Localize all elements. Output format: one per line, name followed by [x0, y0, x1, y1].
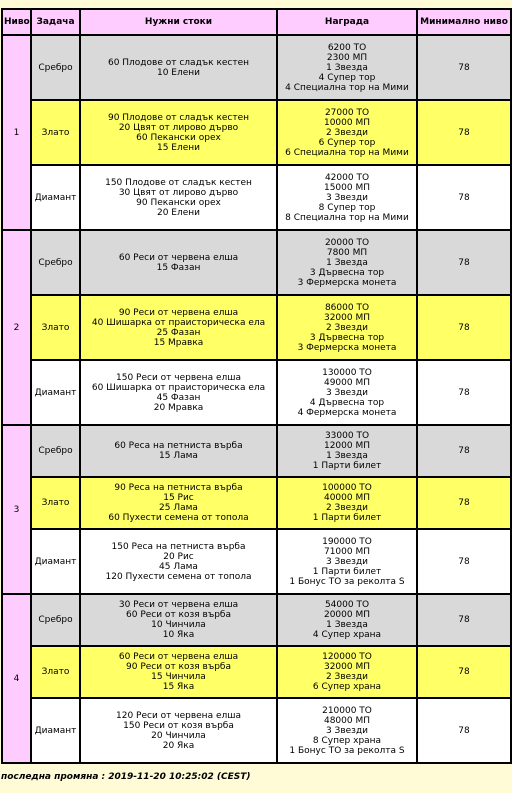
reward-item: 2 Звезди [325, 672, 369, 682]
reward-cell [277, 35, 417, 100]
header-min-level: Минимално ниво [417, 9, 511, 35]
goods-cell [80, 360, 277, 425]
min-level-cell: 78 [417, 230, 511, 295]
reward-cell [277, 165, 417, 230]
min-level-cell: 78 [417, 425, 511, 477]
goods-item: 90 Реси от червена елша [118, 307, 239, 318]
reward-item: 32000 МП [323, 662, 371, 672]
goods-item: 30 Реси от червена елша [118, 600, 239, 610]
goods-item: 60 Реси от червена елша [118, 652, 239, 662]
reward-item: 48000 МП [323, 715, 371, 726]
reward-item: 1 Бонус ТО за реколта S [289, 576, 405, 587]
level-cell: 4 [2, 594, 31, 763]
reward-item: 4 Супер тор [318, 72, 376, 83]
goods-item: 30 Цвят от лирово дърво [118, 187, 239, 198]
table-row [2, 594, 511, 646]
level-cell: 3 [2, 425, 31, 594]
task-cell: Злато [31, 477, 80, 529]
min-level-cell: 78 [417, 295, 511, 360]
table-row [2, 295, 511, 360]
min-level-cell: 78 [417, 100, 511, 165]
reward-cell [277, 230, 417, 295]
goods-item: 10 Яка [162, 630, 195, 640]
reward-item: 2 Звезди [325, 127, 369, 138]
reward-item: 1 Парти билет [312, 566, 382, 577]
min-level-cell: 78 [417, 594, 511, 646]
min-level-cell: 78 [417, 360, 511, 425]
goods-item: 15 Елени [156, 142, 201, 153]
table-row [2, 165, 511, 230]
goods-item: 20 Цвят от лирово дърво [118, 122, 239, 133]
table-row [2, 529, 511, 594]
goods-cell [80, 165, 277, 230]
reward-item: 130000 ТО [322, 367, 372, 378]
reward-item: 40000 МП [323, 493, 371, 503]
goods-item: 45 Лама [159, 561, 198, 572]
reward-item: 32000 МП [323, 312, 371, 323]
reward-item: 42000 ТО [324, 172, 370, 183]
goods-item: 15 Лама [159, 451, 198, 461]
reward-item: 33000 ТО [324, 431, 370, 441]
task-cell: Диамант [31, 698, 80, 763]
reward-item: 3 Дървесна тор [309, 332, 385, 343]
reward-item: 1 Звезда [326, 451, 368, 461]
goods-item: 60 Плодове от сладък кестен [107, 57, 250, 68]
reward-item: 3 Звезди [325, 192, 369, 203]
level-cell: 1 [2, 35, 31, 230]
reward-item: 3 Фермерска монета [297, 277, 397, 288]
reward-item: 3 Звезди [325, 556, 369, 567]
reward-item: 8 Специална тор на Мими [285, 212, 409, 223]
reward-item: 4 Дървесна тор [309, 397, 385, 408]
table-row [2, 425, 511, 477]
reward-cell [277, 698, 417, 763]
level-cell: 2 [2, 230, 31, 425]
reward-item: 1 Парти билет [312, 513, 382, 523]
table-row [2, 360, 511, 425]
reward-item: 27000 ТО [324, 107, 370, 118]
reward-item: 1 Парти билет [312, 461, 382, 471]
goods-item: 60 Шишарка от праисторическа ела [91, 382, 266, 393]
reward-item: 12000 МП [323, 441, 371, 451]
goods-item: 150 Реси от червена елша [116, 372, 241, 383]
goods-item: 15 Чинчила [151, 672, 206, 682]
min-level-cell: 78 [417, 477, 511, 529]
goods-item: 150 Плодове от сладък кестен [105, 177, 252, 188]
goods-item: 40 Шишарка от праисторическа ела [91, 317, 266, 328]
reward-item: 49000 МП [323, 377, 371, 388]
reward-cell [277, 425, 417, 477]
goods-item: 20 Чинчила [151, 730, 206, 741]
goods-cell [80, 529, 277, 594]
reward-item: 2300 МП [326, 52, 368, 63]
reward-item: 10000 МП [323, 117, 371, 128]
reward-item: 86000 ТО [324, 302, 370, 313]
goods-item: 90 Реса на петниста върба [114, 483, 243, 493]
min-level-cell: 78 [417, 646, 511, 698]
reward-item: 3 Фермерска монета [297, 342, 397, 353]
reward-item: 190000 ТО [322, 536, 372, 547]
goods-cell [80, 100, 277, 165]
goods-item: 20 Мравка [153, 402, 204, 413]
goods-item: 150 Реси от козя върба [123, 720, 234, 731]
reward-item: 20000 ТО [324, 237, 370, 248]
goods-item: 10 Чинчила [151, 620, 206, 630]
reward-item: 6 Супер тор [318, 137, 376, 148]
goods-item: 150 Реса на петниста върба [111, 541, 246, 552]
task-cell: Злато [31, 295, 80, 360]
goods-cell [80, 698, 277, 763]
reward-item: 54000 ТО [324, 600, 370, 610]
reward-item: 7800 МП [326, 247, 368, 258]
reward-cell [277, 529, 417, 594]
goods-cell [80, 230, 277, 295]
task-cell: Диамант [31, 360, 80, 425]
table-row [2, 35, 511, 100]
reward-item: 1 Звезда [326, 257, 368, 268]
goods-item: 90 Плодове от сладък кестен [107, 112, 250, 123]
reward-item: 4 Фермерска монета [297, 407, 397, 418]
table-row [2, 646, 511, 698]
min-level-cell: 78 [417, 698, 511, 763]
reward-item: 15000 МП [323, 182, 371, 193]
reward-cell [277, 100, 417, 165]
goods-item: 45 Фазан [156, 392, 201, 403]
goods-item: 20 Рис [163, 551, 194, 562]
goods-item: 15 Мравка [153, 337, 204, 348]
header-goods: Нужни стоки [80, 9, 277, 35]
min-level-cell: 78 [417, 35, 511, 100]
task-cell: Диамант [31, 165, 80, 230]
goods-item: 25 Фазан [156, 327, 201, 338]
goods-item: 90 Пекански орех [136, 197, 221, 208]
reward-cell [277, 594, 417, 646]
goods-item: 15 Рис [163, 493, 194, 503]
task-cell: Злато [31, 646, 80, 698]
reward-item: 3 Дървесна тор [309, 267, 385, 278]
goods-item: 20 Яка [162, 740, 195, 751]
table-row [2, 477, 511, 529]
reward-item: 3 Звезди [325, 725, 369, 736]
reward-item: 8 Супер тор [318, 202, 376, 213]
goods-item: 60 Реси от козя върба [126, 610, 231, 620]
last-modified: последна промяна : 2019-11-20 10:25:02 (CEST) [1, 772, 251, 782]
reward-cell [277, 360, 417, 425]
goods-cell [80, 35, 277, 100]
reward-item: 1 Бонус ТО за реколта S [289, 745, 405, 756]
goods-cell [80, 425, 277, 477]
header-reward: Награда [277, 9, 417, 35]
reward-item: 71000 МП [323, 546, 371, 557]
reward-cell [277, 295, 417, 360]
task-cell: Диамант [31, 529, 80, 594]
reward-item: 4 Супер храна [312, 630, 382, 640]
reward-item: 6200 ТО [327, 42, 367, 53]
goods-item: 60 Пухести семена от топола [108, 513, 249, 523]
reward-cell [277, 477, 417, 529]
header-task: Задача [31, 9, 80, 35]
goods-item: 60 Реси от червена елша [118, 252, 239, 263]
reward-item: 4 Специална тор на Мими [285, 82, 409, 93]
goods-item: 120 Пухести семена от топола [105, 571, 252, 582]
reward-item: 100000 ТО [322, 483, 372, 493]
header-level: Ниво [2, 9, 31, 35]
goods-item: 60 Пекански орех [136, 132, 221, 143]
goods-item: 60 Реса на петниста върба [114, 441, 243, 451]
task-cell: Сребро [31, 594, 80, 646]
goods-item: 15 Фазан [156, 262, 201, 273]
table-row [2, 100, 511, 165]
goods-item: 25 Лама [159, 503, 198, 513]
reward-item: 1 Звезда [326, 620, 368, 630]
reward-item: 2 Звезди [325, 322, 369, 333]
reward-item: 6 Супер храна [312, 682, 382, 692]
goods-cell [80, 295, 277, 360]
task-cell: Сребро [31, 230, 80, 295]
reward-item: 6 Специална тор на Мими [285, 147, 409, 158]
task-cell: Злато [31, 100, 80, 165]
reward-item: 120000 ТО [322, 652, 372, 662]
table-row [2, 230, 511, 295]
quests-table [1, 8, 512, 764]
header-row [2, 9, 511, 35]
goods-item: 10 Елени [156, 67, 201, 78]
task-cell: Сребро [31, 425, 80, 477]
min-level-cell: 78 [417, 529, 511, 594]
reward-item: 8 Супер храна [312, 735, 382, 746]
goods-cell [80, 594, 277, 646]
reward-item: 210000 ТО [322, 705, 372, 716]
goods-item: 90 Реси от козя върба [126, 662, 231, 672]
goods-cell [80, 646, 277, 698]
reward-item: 2 Звезди [325, 503, 369, 513]
goods-item: 15 Яка [162, 682, 195, 692]
reward-cell [277, 646, 417, 698]
reward-item: 3 Звезди [325, 387, 369, 398]
task-cell: Сребро [31, 35, 80, 100]
goods-item: 20 Елени [156, 207, 201, 218]
reward-item: 1 Звезда [326, 62, 368, 73]
min-level-cell: 78 [417, 165, 511, 230]
goods-item: 120 Реси от червена елша [116, 710, 241, 721]
table-row [2, 698, 511, 763]
reward-item: 20000 МП [323, 610, 371, 620]
goods-cell [80, 477, 277, 529]
